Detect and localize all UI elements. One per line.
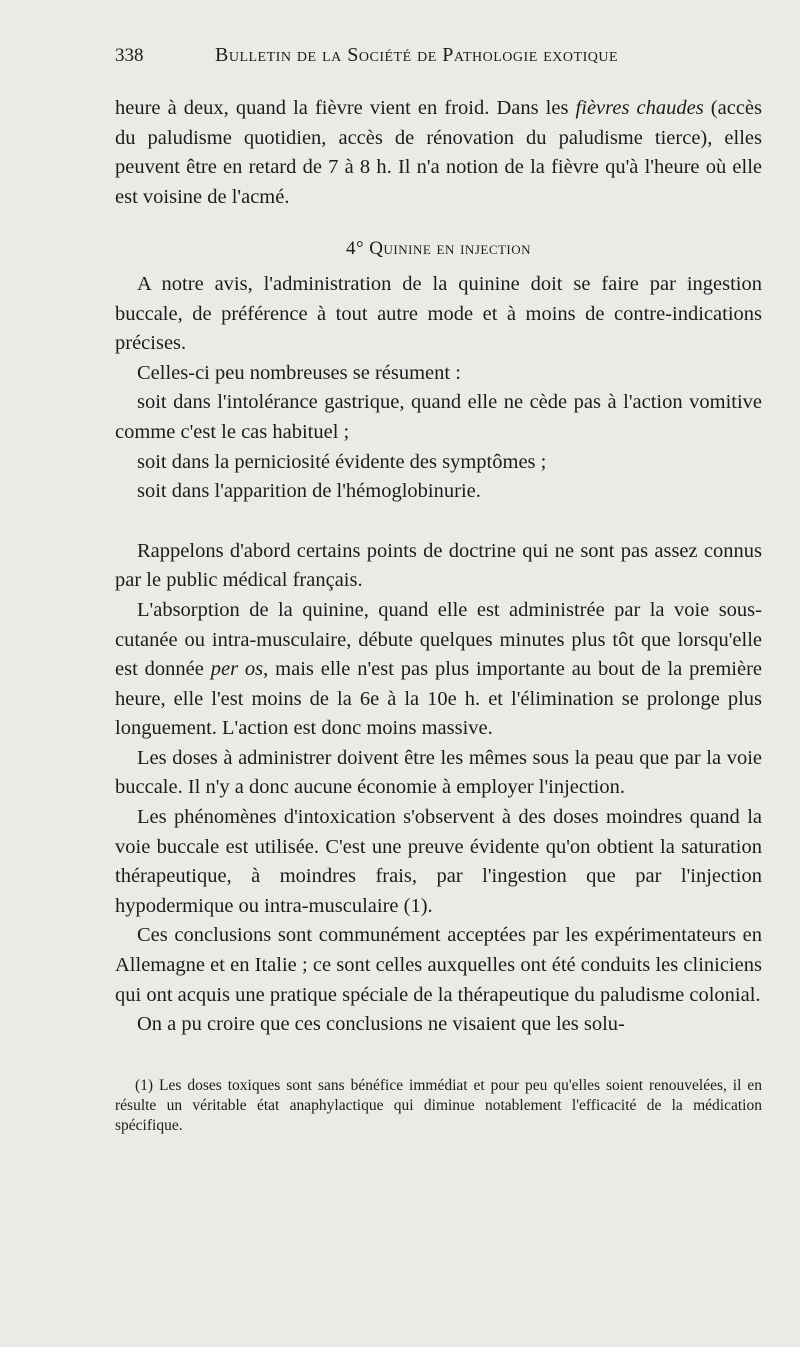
paragraph: L'absorption de la quinine, quand elle est administrée par la voie sous-cutanée ou intra-musculaire, débute quelques minutes plus tôt que lorsqu'elle est donnée per os, mais elle n'est pas plus importante au bout de la première heure, elle l'est moins de la 6e à la 10e h. et l'élimination se prolonge plus longuement. L'action est donc moins massive.: [115, 598, 762, 740]
section-title: 4° Quinine en injection: [345, 238, 532, 260]
paragraph: soit dans l'apparition de l'hémoglobinurie.: [137, 480, 481, 503]
paragraph: Rappelons d'abord certains points de doctrine qui ne sont pas assez connus par le public médical français.: [115, 539, 762, 592]
running-title: Bulletin de la Société de Pathologie exotique: [215, 44, 619, 66]
paragraph: Les doses à administrer doivent être les mêmes sous la peau que par la voie buccale. Il n'y a donc aucune économie à employer l'injection.: [115, 746, 762, 799]
paragraph: Celles-ci peu nombreuses se résument :: [137, 361, 461, 384]
paragraph-continued: heure à deux, quand la fièvre vient en froid. Dans les fièvres chaudes (accès du paludisme quotidien, accès de rénovation du paludisme tierce), elles peuvent être en retard de 7 à 8 h. Il n'a notion de la fièvre qu'à l'heure où elle est voisine de l'acmé.: [115, 97, 762, 208]
page-header: [115, 44, 762, 84]
paragraph: A notre avis, l'administration de la quinine doit se faire par ingestion buccale, de préférence à tout autre mode et à moins de contre-indications précises.: [115, 272, 762, 355]
footnote-text: (1) Les doses toxiques sont sans bénéfice immédiat et pour peu qu'elles soient renouvelées, il en résulte un véritable état anaphylactique qui diminue notablement l'efficacité de la médication spécifique.: [115, 1076, 762, 1134]
paragraph: soit dans la perniciosité évidente des symptômes ;: [137, 450, 547, 473]
paragraph: Ces conclusions sont communément acceptées par les expérimentateurs en Allemagne et en Italie ; ce sont celles auxquelles ont été conduits les cliniciens qui ont acquis une pratique spéciale de la thérapeutique du paludisme colonial.: [115, 924, 762, 1006]
footnote: [115, 1076, 762, 1136]
paragraph: Les phénomènes d'intoxication s'observent à des doses moindres quand la voie buccale est utilisée. C'est une preuve évidente qu'on obtient la saturation thérapeutique, à moindres frais, par l'ingestion que par l'injection hypodermique ou intra-musculaire (1).: [115, 806, 762, 917]
paragraph-gap: [115, 507, 762, 537]
italic-term: per os: [210, 658, 264, 681]
page-number: 338: [115, 45, 144, 66]
paragraph: soit dans l'intolérance gastrique, quand elle ne cède pas à l'action vomitive comme c'est le cas habituel ;: [115, 391, 762, 443]
body-text: [115, 94, 762, 1040]
paragraph: On a pu croire que ces conclusions ne visaient que les solu-: [137, 1013, 625, 1036]
italic-term: fièvres chaudes: [575, 97, 704, 119]
